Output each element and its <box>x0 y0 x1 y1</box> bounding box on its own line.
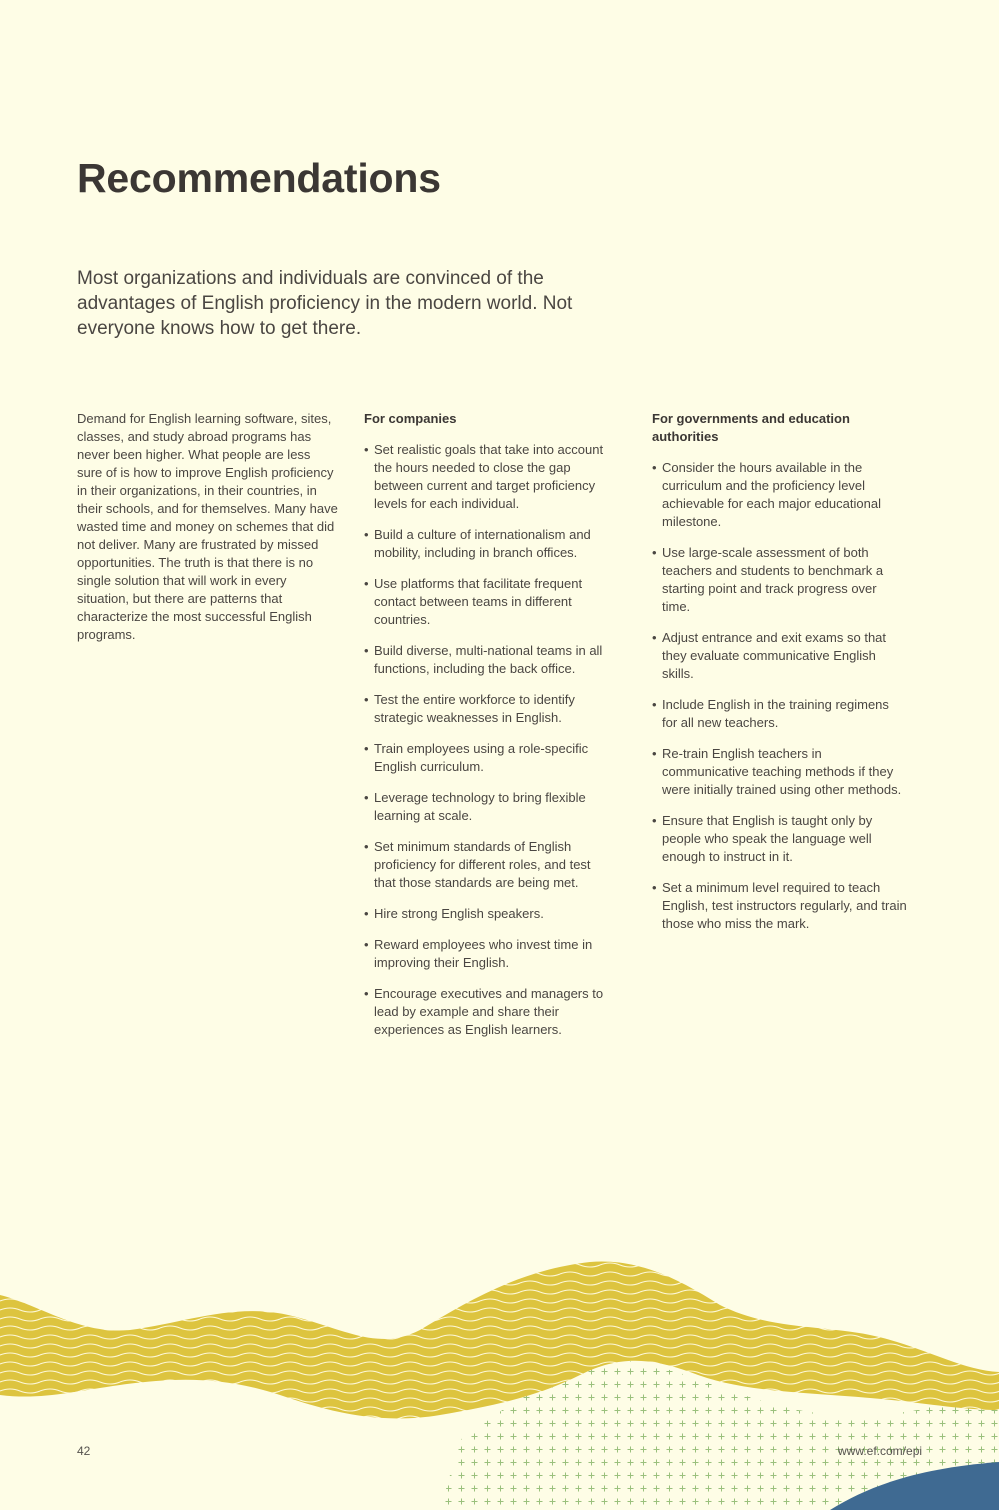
list-item: • Test the entire workforce to identify strategic weaknesses in English. <box>364 691 614 727</box>
list-item: • Build a culture of internationalism and mobility, including in branch offices. <box>364 526 614 562</box>
page-number: 42 <box>77 1444 91 1458</box>
list-item: • Hire strong English speakers. <box>364 905 614 923</box>
companies-column <box>364 410 614 1052</box>
list-item: • Use large-scale assessment of both teachers and students to benchmark a starting point and track progress over time. <box>652 544 907 616</box>
companies-heading: For companies <box>364 411 457 426</box>
list-item: • Set a minimum level required to teach English, test instructors regularly, and train those who miss the mark. <box>652 879 907 933</box>
list-item: • Train employees using a role-specific English curriculum. <box>364 740 614 776</box>
list-item: • Encourage executives and managers to lead by example and share their experiences as English learners. <box>364 985 614 1039</box>
list-item: • Reward employees who invest time in improving their English. <box>364 936 614 972</box>
governments-heading: For governments and education authorities <box>652 411 850 444</box>
governments-column <box>652 410 907 946</box>
list-item: • Re-train English teachers in communicative teaching methods if they were initially trained using other methods. <box>652 745 907 799</box>
footer-url: www.ef.com/epi <box>838 1444 923 1458</box>
list-item: • Set realistic goals that take into account the hours needed to close the gap between current and target proficiency levels for each individual. <box>364 441 614 513</box>
list-item: • Build diverse, multi-national teams in all functions, including the back office. <box>364 642 614 678</box>
list-item: • Adjust entrance and exit exams so that they evaluate communicative English skills. <box>652 629 907 683</box>
page-title: Recommendations <box>77 155 441 201</box>
intro-paragraph: Most organizations and individuals are convinced of the advantages of English proficiency in the modern world. Not everyone knows how to get there. <box>77 268 573 339</box>
list-item: • Consider the hours available in the curriculum and the proficiency level achievable for each major educational milestone. <box>652 459 907 531</box>
list-item: • Ensure that English is taught only by people who speak the language well enough to instruct in it. <box>652 812 907 866</box>
companies-list <box>364 441 614 1039</box>
yellow-wave-hill <box>0 1262 999 1419</box>
list-item: • Leverage technology to bring flexible learning at scale. <box>364 789 614 825</box>
list-item: • Set minimum standards of English proficiency for different roles, and test that those standards are being met. <box>364 838 614 892</box>
body-paragraph: Demand for English learning software, sites, classes, and study abroad programs has never been higher. What people are less sure of is how to improve English proficiency in their organizations, in their countries, in their schools, and for themselves. Many have wasted time and money on schemes that did not deliver. Many are frustrated by missed opportunities. The truth is that there is no single solution that will work in every situation, but there are patterns that characterize the most successful English programs. <box>77 411 338 642</box>
list-item: • Use platforms that facilitate frequent contact between teams in different countries. <box>364 575 614 629</box>
body-column <box>77 410 339 644</box>
list-item: • Include English in the training regimens for all new teachers. <box>652 696 907 732</box>
governments-list <box>652 459 907 933</box>
